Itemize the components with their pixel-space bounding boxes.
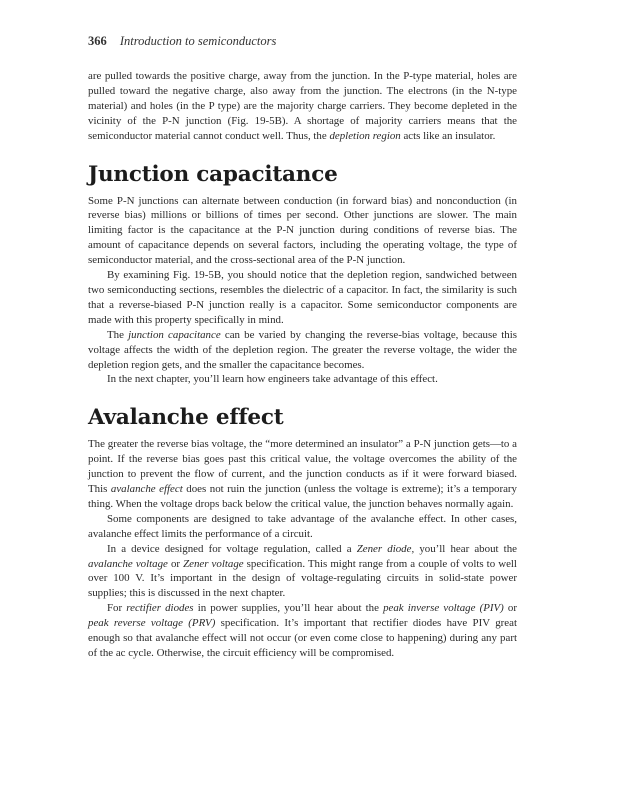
junction-paragraph-1: Some P-N junctions can alternate between conduction (in forward bias) and nonconduction (in reverse bias) millions or billions of times per second. Other junctions are slower. The main limiting factor is the capacitance at the P-N junction during conditions of reverse bias. The amount of capacitance depends on several factors, including the operating voltage, the type of semiconductor material, and the cross-sectional area of the P-N junction. xyxy=(88,194,517,267)
section-heading-junction-capacitance: Junction capacitance xyxy=(88,161,338,187)
junction-paragraph-2: By examining Fig. 19-5B, you should notice that the depletion region, sandwiched between two semiconducting sections, resembles the dielectric of a capacitor. In fact, the similarity is such that a reverse-biased P-N junction really is a capacitor. Some semiconductor components are made with this property specifically in mind. xyxy=(88,269,517,326)
running-title: Introduction to semiconductors xyxy=(119,34,277,48)
page-body xyxy=(88,69,517,661)
avalanche-paragraph-3: In a device designed for voltage regulation, called a Zener diode, you’ll hear about the avalanche voltage or Zener voltage specification. This might range from a couple of volts to well over 100 V. It’s important in the design of voltage-regulating circuits in solid-state power supplies; this is discussed in the next chapter. xyxy=(88,542,517,600)
term-prv: peak reverse voltage (PRV) xyxy=(88,617,216,630)
avalanche-paragraph-1: The greater the reverse bias voltage, the “more determined an insulator” a P-N junction gets—to a point. If the reverse bias goes past this critical value, the voltage overcomes the ability of the junction to prevent the flow of current, and the junction conducts as if it were forward biased. This avalanche effect does not ruin the junction (unless the voltage is extreme); it’s a temporary thing. When the voltage drops back below the critical value, the junction behaves normally again. xyxy=(88,438,517,510)
section-heading-avalanche-effect: Avalanche effect xyxy=(88,405,284,431)
term-zener-voltage: Zener voltage xyxy=(183,557,244,570)
term-rectifier-diodes: rectifier diodes xyxy=(126,602,194,615)
page-number: 366 xyxy=(88,34,107,48)
running-header xyxy=(88,34,528,49)
term-avalanche-voltage: avalanche voltage xyxy=(88,557,168,570)
avalanche-paragraph-2: Some components are designed to take advantage of the avalanche effect. In other cases, avalanche effect limits the performance of a circuit. xyxy=(88,512,517,540)
term-piv: peak inverse voltage (PIV) xyxy=(383,602,504,615)
intro-paragraph: are pulled towards the positive charge, away from the junction. In the P-type material, holes are pulled toward the negative charge, also away from the junction. The electrons (in the N-type material) and holes (in the P type) are the majority charge carriers. They become depleted in the vicinity of the P-N junction (Fig. 19-5B). A shortage of majority carriers means that the semiconductor material cannot conduct well. Thus, the depletion region acts like an insulator. xyxy=(88,70,517,142)
junction-paragraph-4: In the next chapter, you’ll learn how engineers take advantage of this effect. xyxy=(107,373,438,386)
avalanche-paragraph-4: For rectifier diodes in power supplies, you’ll hear about the peak inverse voltage (PIV) or peak reverse voltage (PRV) specification. It’s important that rectifier diodes have PIV great enough so that avalanche effect will not occur (or even come close to happening) during any part of the ac cycle. Otherwise, the circuit efficiency will be compromised. xyxy=(88,602,517,659)
term-depletion-region: depletion region xyxy=(329,129,401,142)
term-avalanche-effect: avalanche effect xyxy=(110,483,183,496)
term-zener-diode: Zener diode, xyxy=(356,542,415,555)
junction-paragraph-3: The junction capacitance can be varied by changing the reverse-bias voltage, because this voltage affects the width of the depletion region. The greater the reverse voltage, the wider the depletion region gets, and the smaller the capacitance becomes. xyxy=(88,328,518,371)
term-junction-capacitance: junction capacitance xyxy=(128,328,221,341)
